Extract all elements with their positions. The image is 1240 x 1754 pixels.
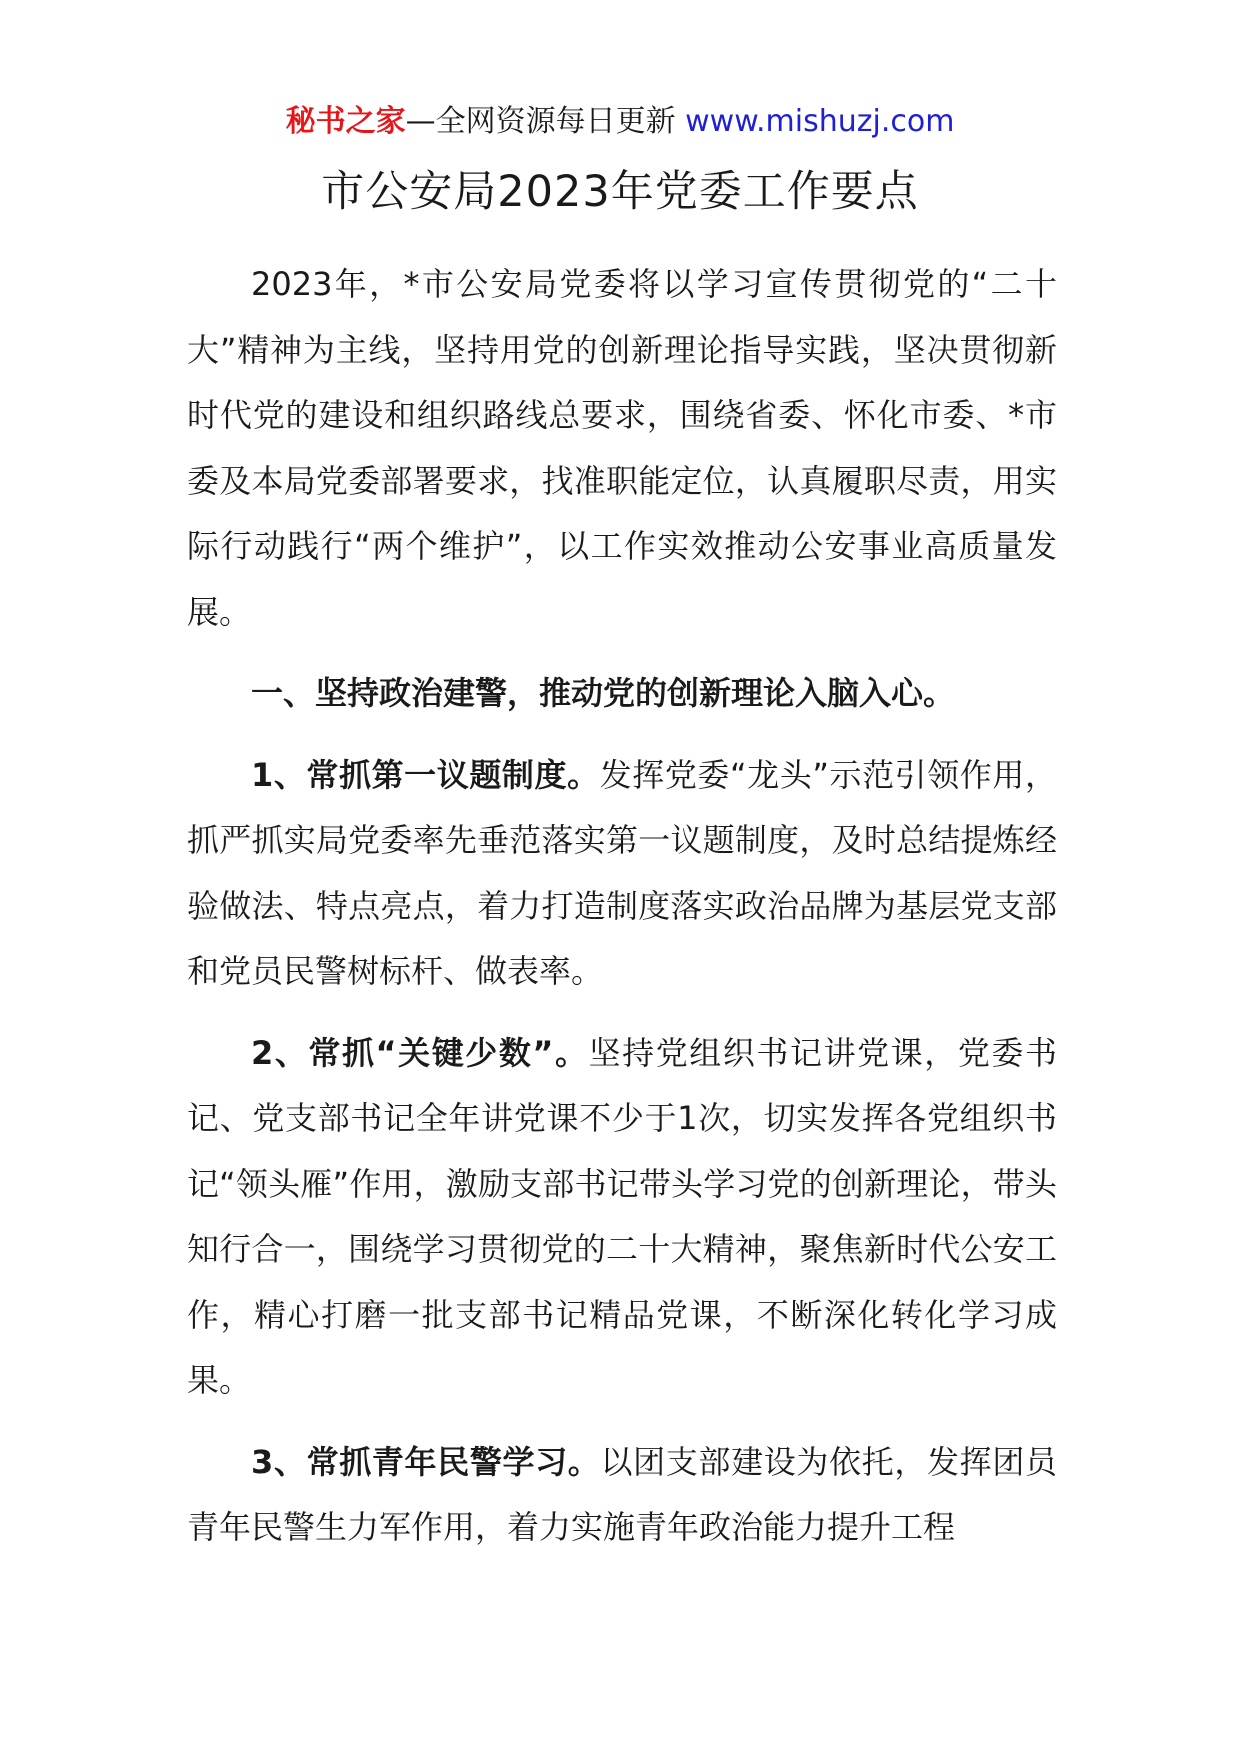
item-text: 发挥党委“龙头”示范引领作用，抓严抓实局党委率先垂范落实第一议题制度，及时总结提炼经验做法、特点亮点，着力打造制度落实政治品牌为基层党支部和党员民警树标杆、做表率。 xyxy=(187,755,1057,990)
site-url-link[interactable]: www.mishuzj.com xyxy=(685,104,955,139)
item-heading: 1、常抓第一议题制度。 xyxy=(251,755,600,794)
document-body xyxy=(187,252,1057,1577)
intro-paragraph: 2023年，*市公安局党委将以学习宣传贯彻党的“二十大”精神为主线，坚持用党的创新理论指导实践，坚决贯彻新时代党的建设和组织路线总要求，围绕省委、怀化市委、*市委及本局党委部署要求，找准职能定位，认真履职尽责，用实际行动践行“两个维护”，以工作实效推动公安事业高质量发展。 xyxy=(187,265,1057,631)
list-item xyxy=(187,743,1057,1005)
header-tagline: —全网资源每日更新 xyxy=(405,104,676,139)
item-text: 坚持党组织书记讲党课，党委书记、党支部书记全年讲党课不少于1次，切实发挥各党组织书记“领头雁”作用，激励支部书记带头学习党的创新理论，带头知行合一，围绕学习贯彻党的二十大精神，聚焦新时代公安工作，精心打磨一批支部书记精品党课，不断深化转化学习成果。 xyxy=(187,1033,1057,1399)
brand-name: 秘书之家 xyxy=(285,104,406,139)
item-heading: 2、常抓“关键少数”。 xyxy=(251,1033,589,1072)
item-text: 以团支部建设为依托，发挥团员青年民警生力军作用，着力实施青年政治能力提升工程 xyxy=(187,1442,1057,1546)
list-item xyxy=(187,1021,1057,1414)
document-title: 市公安局2023年党委工作要点 xyxy=(321,167,919,217)
section-heading: 一、坚持政治建警，推动党的创新理论入脑入心。 xyxy=(251,674,956,712)
site-header xyxy=(0,100,1240,144)
list-item xyxy=(187,1430,1057,1561)
item-heading: 3、常抓青年民警学习。 xyxy=(251,1442,601,1481)
